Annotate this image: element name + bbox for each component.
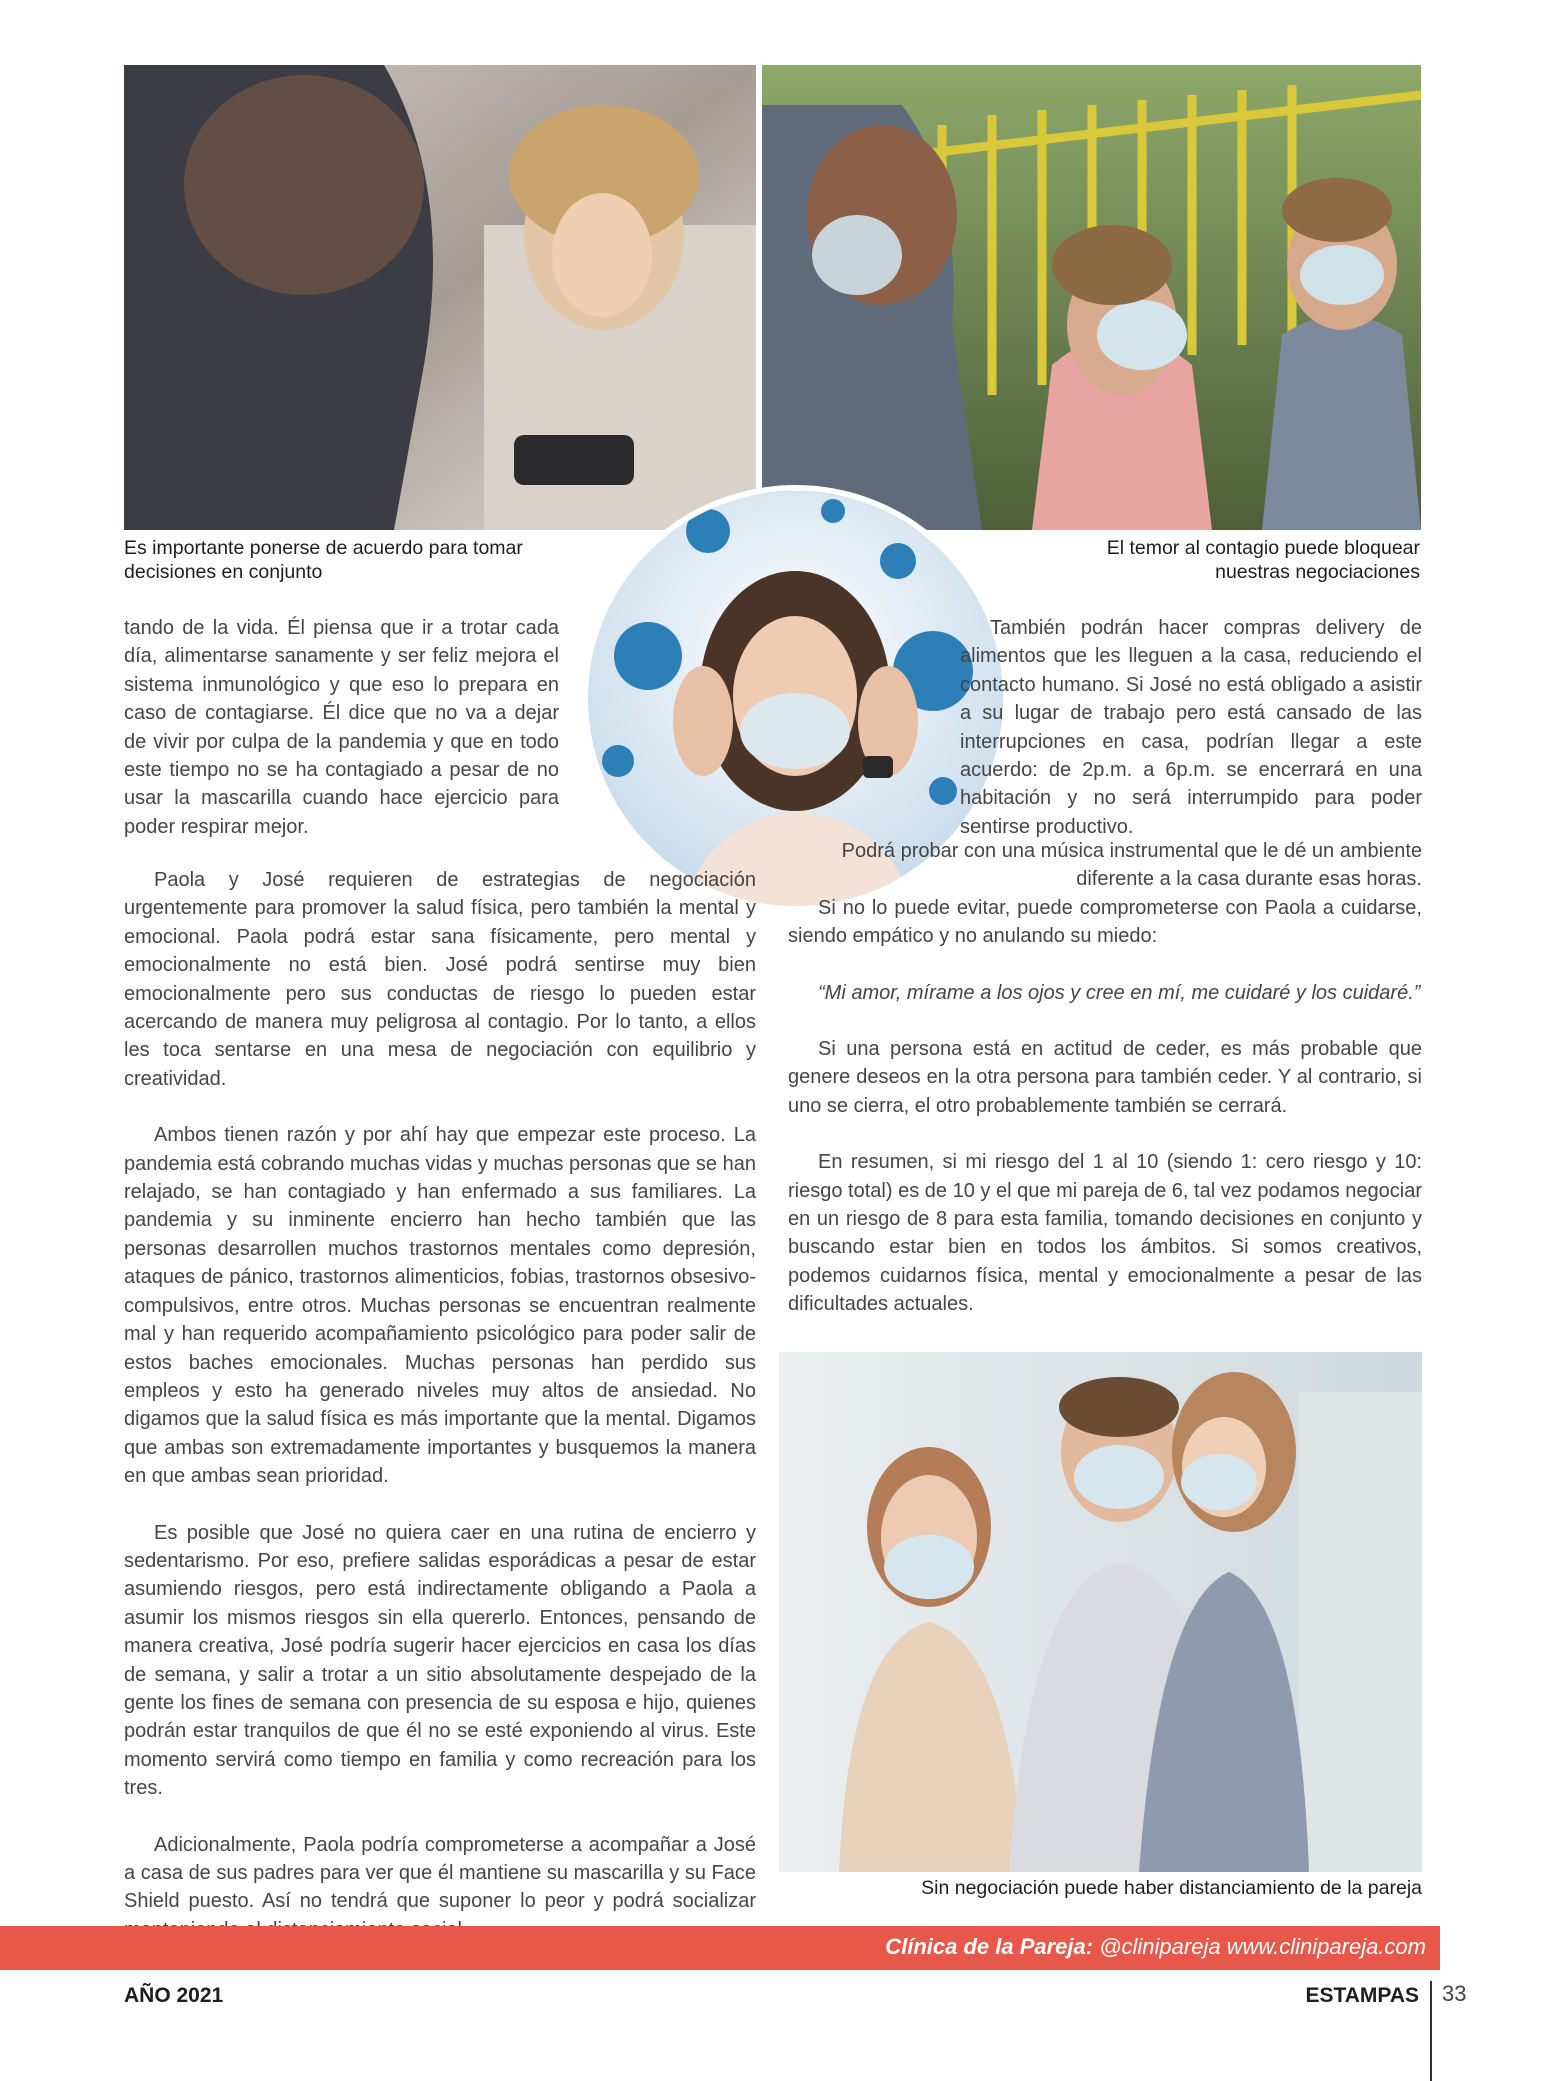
footer-handle: @clinipareja www.clinipareja.com bbox=[1099, 1934, 1426, 1959]
footer-credits-band bbox=[0, 1926, 1440, 1970]
quote: “Mi amor, mírame a los ojos y cree en mí, me cuidaré y los cuidaré.” bbox=[818, 981, 1421, 1004]
footer-brand: Clínica de la Pareja: bbox=[885, 1934, 1094, 1959]
photo-family-masks bbox=[779, 1352, 1422, 1872]
page-number: 33 bbox=[1430, 1981, 1466, 2081]
photo-father-children-masks bbox=[762, 65, 1421, 530]
footer-magazine: ESTAMPAS bbox=[1305, 1984, 1419, 2007]
left-column-intro bbox=[124, 614, 559, 869]
photo-couple-talking bbox=[124, 65, 756, 530]
footer-credits bbox=[885, 1934, 1426, 1960]
caption-top-left: Es importante ponerse de acuerdo para tomar decisiones en conjunto bbox=[124, 537, 523, 583]
caption-top-right: El temor al contagio puede bloquear nuestras negociaciones bbox=[1106, 537, 1420, 583]
right-column-intro bbox=[960, 614, 1422, 841]
paragraph: Adicionalmente, Paola podría comprometerse a acompañar a José a casa de sus padres para ver que él mantiene su mascarilla y su Face Shield puesto. Así no tendrá que suponer lo peor y podrá socializar bbox=[124, 1833, 756, 1913]
paragraph: En resumen, si mi riesgo del 1 al 10 (siendo 1: cero riesgo y 10: riesgo total) es de 10 y el que mi pareja de 6, tal vez podamos negociar en un riesgo de 8 para esta familia, tomando decisiones en conjunto y buscando estar bien en todos los ámbitos. Si somos creativos, podemos cuidarnos física, mental y emocionalmente a pesar de las dificultades actuales. bbox=[788, 1151, 1422, 1316]
paragraph: Si no lo puede evitar, puede comprometerse con Paola a cuidarse, siendo empático y no anulando su miedo: bbox=[788, 896, 1422, 948]
paragraph: tando de la vida. Él piensa que ir a trotar cada día, alimentarse sanamente y ser feliz mejora el sistema inmunológico y que eso lo prepara en caso de contagiarse. Él dice que no va a dejar de vivir por culpa de la pandemia y que en todo este tiempo no se ha contagiado a pesar de no usar la mascarilla cuando hace ejercicio para poder respirar mejor. bbox=[124, 617, 559, 838]
paragraph: Ambos tienen razón y por ahí hay que empezar este proceso. La pandemia está cobrando muchas vidas y muchas personas que se han relajado, se han contagiado y han enfermado a sus familiares. La pandemia y su inminente encierro han hecho también que las personas desarrollen muchos trastornos mentales como depresión, ataques de pánico, trastornos alimenticios, fobias, trastornos obsesivo-compulsivos, entre otros. Muchas personas se encuentran realmente mal y han requerido acompañamiento psicológico para poder salir de estos baches emocionales. Muchas personas han perdido sus empleos y esto ha generado niveles muy altos de ansiedad. No digamos que la salud física es más importante que la mental. Digamos que ambas son extremadamente importantes y busquemos la manera en que ambas sean prioridad. bbox=[124, 1124, 756, 1488]
paragraph: Si una persona está en actitud de ceder, es más probable que genere deseos en la otra persona para también ceder. Y al contrario, si uno se cierra, el otro probablemente también se cerrará. bbox=[788, 1038, 1422, 1117]
left-column-body bbox=[124, 866, 756, 1972]
footer-year: AÑO 2021 bbox=[124, 1984, 224, 2007]
right-column-body bbox=[788, 837, 1422, 1347]
paragraph: Podrá probar con una música instrumental que le dé un ambiente diferente a la casa durante esas horas. bbox=[841, 840, 1422, 891]
caption-bottom-right: Sin negociación puede haber distanciamiento de la pareja bbox=[921, 1877, 1422, 1899]
paragraph: Paola y José requieren de estrategias de negociación urgentemente para promover la salud física, pero también la mental y emocional. Paola podrá estar sana físicamente, pero mental y emocionalmente no está bien. José podrá sentirse muy bien emocionalmente pero sus conductas de riesgo lo pueden estar acercando de manera muy peligrosa al contagio. Por lo tanto, a ellos les toca sentarse en una mesa de negociación con equilibrio y creatividad. bbox=[124, 869, 756, 1090]
paragraph: También podrán hacer compras delivery de alimentos que les lleguen a la casa, reduciendo el contacto humano. Si José no está obligado a asistir a su lugar de trabajo pero está cansado de las interrupciones en casa, podrían llegar a este acuerdo: de 2p.m. a 6p.m. se encerrará en una habitación y no será interrumpido para poder sentirse productivo. bbox=[960, 617, 1422, 838]
paragraph: Es posible que José no quiera caer en una rutina de encierro y sedentarismo. Por eso, prefiere salidas esporádicas a pesar de estar asumiendo riesgos, pero está indirectamente obligando a Paola a asumir los mismos riesgos sin ella quererlo. Entonces, pensando de manera creativa, José podría sugerir hacer ejercicios en casa los días de semana, y salir a trotar a un sitio absolutamente despejado de la gente los fines de semana con presencia de su esposa e hijo, quienes podrán estar tranquilos de que él no se esté exponiendo al virus. Este momento servirá como tiempo en familia y como recreación para los tres. bbox=[124, 1521, 756, 1800]
